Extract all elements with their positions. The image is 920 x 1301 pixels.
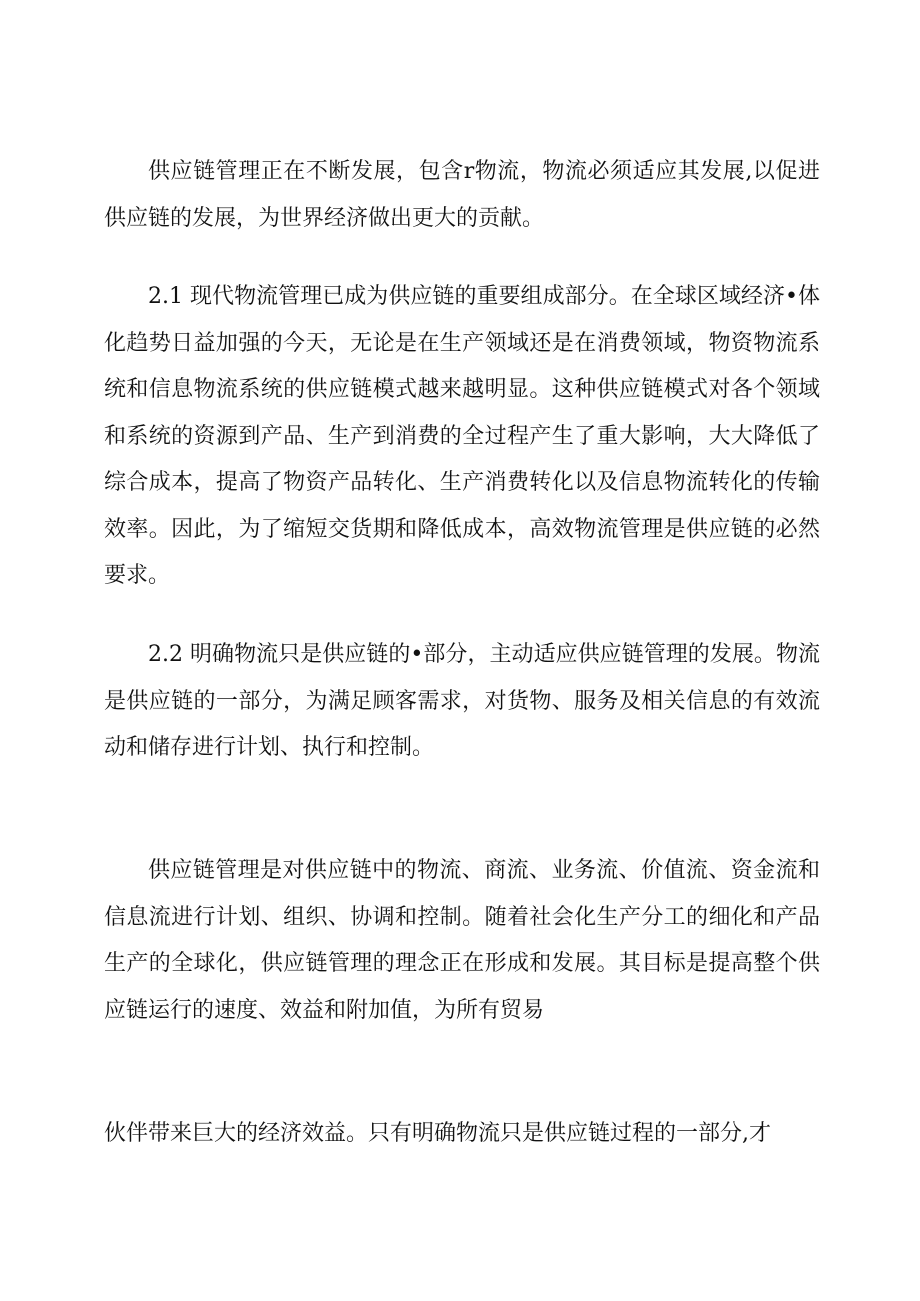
paragraph-continuation: 伙伴带来巨大的经济效益。只有明确物流只是供应链过程的一部分,才 <box>104 1121 771 1146</box>
paragraph-section-2-2: 2.2 明确物流只是供应链的•部分，主动适应供应链管理的发展。物流是供应链的一部分，为满足顾客需求，对货物、服务及相关信息的有效流动和储存进行计划、执行和控制。 <box>104 642 820 760</box>
paragraph-supply-chain-development: 供应链管理正在不断发展，包含r物流，物流必须适应其发展,以促进供应链的发展，为世界经济做出更大的贡献。 <box>104 159 820 231</box>
paragraph-section-2-1: 2.1 现代物流管理已成为供应链的重要组成部分。在全球区域经济•体化趋势日益加强的今天，无论是在生产领域还是在消费领域，物资物流系统和信息物流系统的供应链模式越来越明显。这种供应链模式对各个领域和系统的资源到产品、生产到消费的全过程产生了重大影响，大大降低了综合成本，提高了物资产品转化、生产消费转化以及信息物流转化的传输效率。因此，为了缩短交货期和降低成本，高效物流管理是供应链的必然要求。 <box>104 284 820 588</box>
paragraph-supply-chain-management-definition: 供应链管理是对供应链中的物流、商流、业务流、价值流、资金流和信息流进行计划、组织、协调和控制。随着社会化生产分工的细化和产品生产的全球化，供应链管理的理念正在形成和发展。其目标是提高整个供应链运行的速度、效益和附加值，为所有贸易 <box>104 858 820 1023</box>
